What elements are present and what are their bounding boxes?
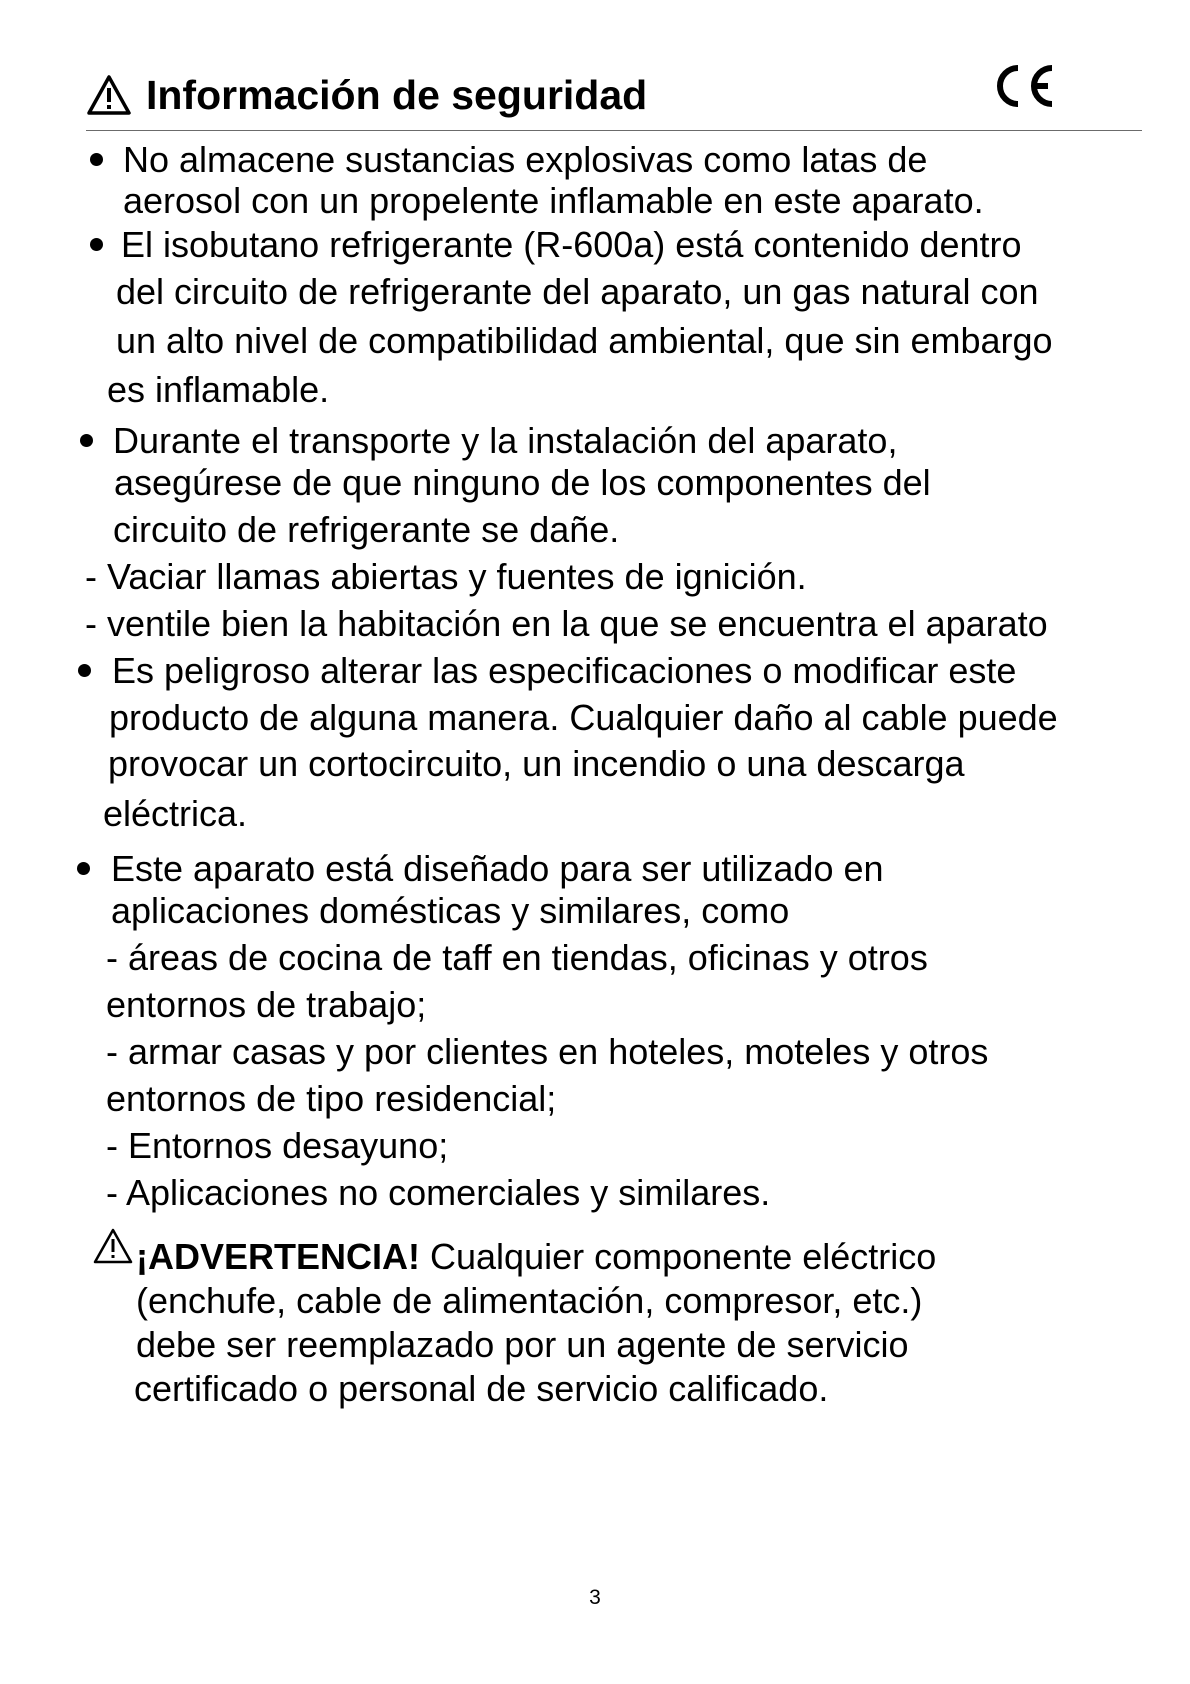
body-line: un alto nivel de compatibilidad ambiental, que sin embargo: [116, 320, 1053, 361]
body-line: circuito de refrigerante se dañe.: [113, 509, 620, 550]
body-line: - Entornos desayuno;: [106, 1125, 449, 1166]
warning-line: debe ser reemplazado por un agente de servicio: [136, 1324, 909, 1365]
body-line: aerosol con un propelente inflamable en este aparato.: [123, 180, 984, 221]
body-line: - áreas de cocina de taff en tiendas, oficinas y otros: [106, 937, 928, 978]
body-line: Este aparato está diseñado para ser utilizado en: [111, 848, 884, 889]
body-line: asegúrese de que ninguno de los componentes del: [114, 462, 931, 503]
bullet-icon: [80, 434, 93, 447]
bullet-icon: [78, 664, 91, 677]
body-line: Durante el transporte y la instalación del aparato,: [113, 420, 898, 461]
bullet-icon: [90, 238, 103, 251]
page-header: [86, 62, 1142, 131]
warning-first-line: [136, 1236, 937, 1277]
warning-line: (enchufe, cable de alimentación, compresor, etc.): [136, 1280, 923, 1321]
page-title: Información de seguridad: [146, 72, 648, 118]
body-line: - armar casas y por clientes en hoteles, moteles y otros: [106, 1031, 989, 1072]
body-line: - Aplicaciones no comerciales y similares.: [106, 1172, 771, 1213]
body-line: producto de alguna manera. Cualquier daño al cable puede: [109, 697, 1058, 738]
body-line: - ventile bien la habitación en la que se encuentra el aparato: [85, 603, 1048, 644]
page-number: 3: [589, 1586, 601, 1609]
warning-label: ¡ADVERTENCIA!: [136, 1236, 420, 1277]
body-line: Es peligroso alterar las especificaciones o modificar este: [112, 650, 1017, 691]
body-line: es inflamable.: [107, 369, 330, 410]
body-line: entornos de tipo residencial;: [106, 1078, 557, 1119]
bullet-icon: [77, 862, 90, 875]
body-line: No almacene sustancias explosivas como latas de: [123, 139, 928, 180]
body-line: provocar un cortocircuito, un incendio o una descarga: [108, 743, 965, 784]
body-line: del circuito de refrigerante del aparato, un gas natural con: [116, 271, 1039, 312]
warning-line: certificado o personal de servicio calificado.: [134, 1368, 829, 1409]
body-line: eléctrica.: [103, 793, 248, 834]
warning-triangle-icon: [86, 74, 132, 116]
body-line: - Vaciar llamas abiertas y fuentes de ignición.: [85, 556, 807, 597]
body-line: aplicaciones domésticas y similares, como: [111, 890, 790, 931]
warning-triangle-icon: [92, 1227, 134, 1265]
body-line: entornos de trabajo;: [106, 984, 427, 1025]
ce-mark-icon: [988, 62, 1058, 110]
bullet-icon: [90, 153, 103, 166]
warning-text: Cualquier componente eléctrico: [420, 1236, 937, 1277]
body-line: El isobutano refrigerante (R-600a) está contenido dentro: [121, 224, 1022, 265]
